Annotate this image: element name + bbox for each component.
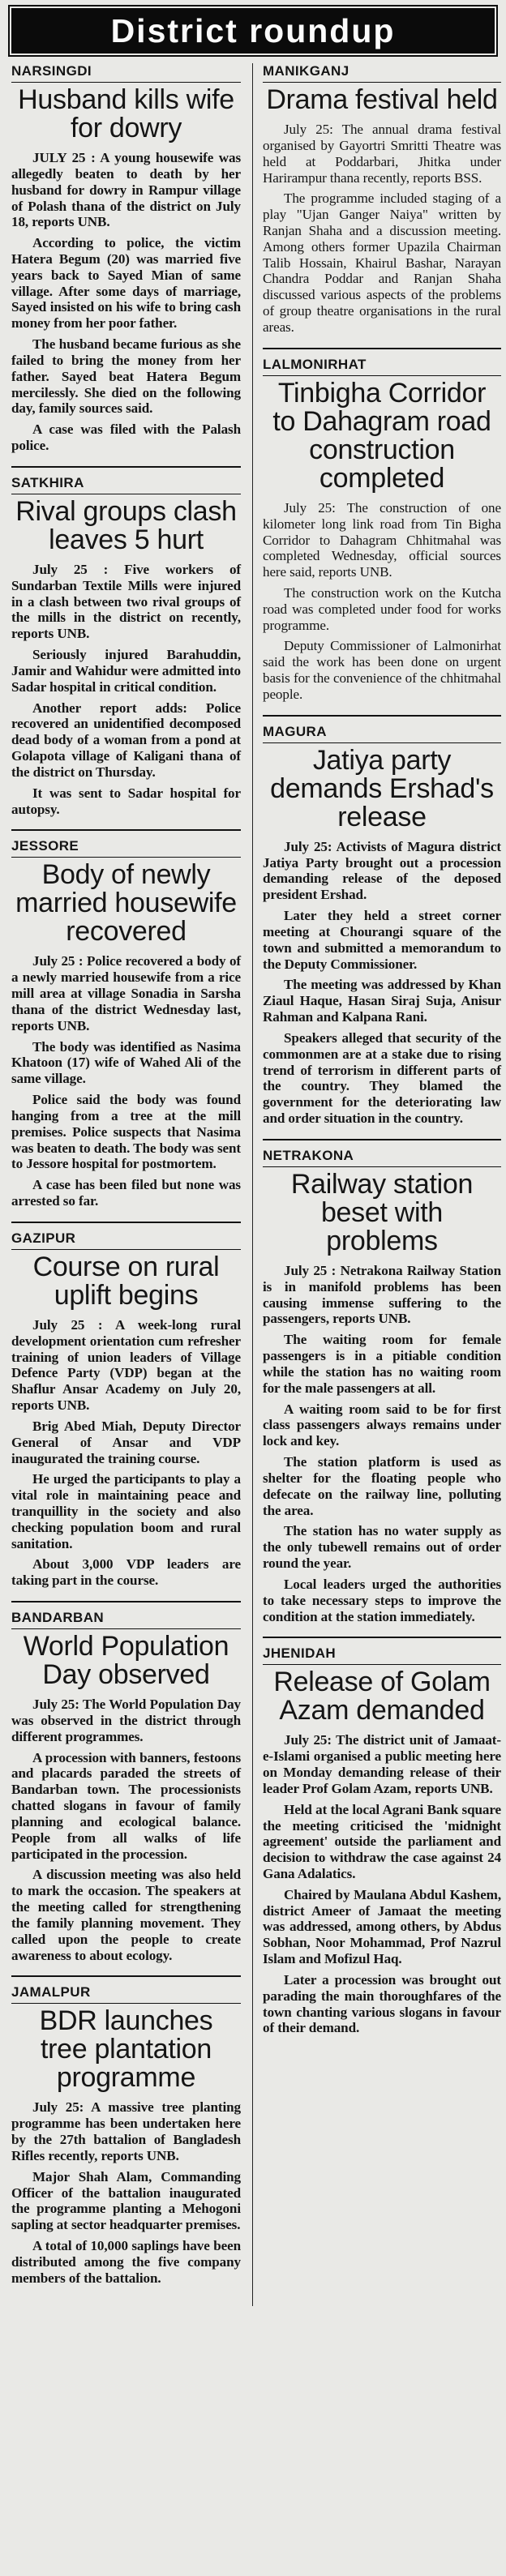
story-paragraph: The programme included staging of a play "Ujan Ganger Naiya" written by Ranjan Shaha and a discussion meeting. Among others former Upazila Chairman Talib Hossain, Khairul Bashar, Narayan Chandra Poddar and Ranjan Shaha discussed various aspects of the problems of group theatre organisations in the rural areas. xyxy=(263,190,501,335)
news-story xyxy=(263,357,501,717)
story-paragraph: Later they held a street corner meeting at Chourangi square of the town and submitted a memorandum to the Deputy Commissioner. xyxy=(263,908,501,972)
story-headline: Rival groups clash leaves 5 hurt xyxy=(15,495,237,555)
left-column xyxy=(11,63,253,2306)
story-paragraph: Major Shah Alam, Commanding Officer of the battalion inaugurated the programme planting a Mehogoni sapling at sector headquarter premises. xyxy=(11,2168,241,2233)
story-paragraph: Held at the local Agrani Bank square the meeting criticised the 'midnight agreement' outside the parliament and decision to withdraw the case against 24 Gana Adalatics. xyxy=(263,1801,501,1881)
dateline-text: MAGURA xyxy=(263,723,327,739)
story-paragraph: July 25: The district unit of Jamaat-e-Islami organised a public meeting here on Monday demanding release of their leader Prof Golam Azam, reports UNB. xyxy=(263,1732,501,1796)
dateline xyxy=(263,63,501,83)
story-headline: Jatiya party demands Ershad's release xyxy=(270,744,494,832)
story-paragraph: JULY 25 : A young housewife was allegedly beaten to death by her husband for dowry in Rampur village of Polash thana of the district on July 18, reports UNB. xyxy=(11,150,241,230)
dateline xyxy=(11,1984,241,2004)
dateline xyxy=(11,475,241,494)
dateline-text: NETRAKONA xyxy=(263,1147,354,1163)
news-story xyxy=(263,63,501,349)
story-paragraph: July 25 : Netrakona Railway Station is in manifold problems has been causing immense suffering to the passengers, reports UNB. xyxy=(263,1262,501,1327)
dateline-rule xyxy=(11,1628,241,1629)
story-paragraph: Local leaders urged the authorities to take necessary steps to improve the condition at the station immediately. xyxy=(263,1576,501,1624)
dateline-rule xyxy=(11,82,241,83)
news-story xyxy=(263,1148,501,1638)
story-body xyxy=(263,839,501,1127)
dateline-text: GAZIPUR xyxy=(11,1230,76,1246)
story-paragraph: July 25 : Police recovered a body of a newly married housewife from a rice mill area at village Sonadia in Sarsha thana of the district Wednesday last, reports UNB. xyxy=(11,953,241,1033)
dateline-text: LALMONIRHAT xyxy=(263,356,367,372)
story-paragraph: Later a procession was brought out parading the main thoroughfares of the town chanting various slogans in favour of their demand. xyxy=(263,1971,501,2036)
story-paragraph: The body was identified as Nasima Khatoon (17) wife of Wahed Ali of the same village. xyxy=(11,1038,241,1087)
dateline-rule xyxy=(263,82,501,83)
dateline xyxy=(11,1610,241,1629)
story-headline: Husband kills wife for dowry xyxy=(18,84,234,144)
story-headline: BDR launches tree plantation programme xyxy=(39,2005,213,2094)
story-headline: Release of Golam Azam demanded xyxy=(273,1667,491,1727)
news-story xyxy=(263,1645,501,2048)
story-paragraph: It was sent to Sadar hospital for autopsy. xyxy=(11,785,241,817)
news-story xyxy=(11,1230,241,1603)
dateline-text: BANDARBAN xyxy=(11,1610,105,1626)
story-paragraph: A case was filed with the Palash police. xyxy=(11,421,241,454)
story-paragraph: July 25 : Five workers of Sundarban Textile Mills were injured in a clash between two rival groups of the mills in the district on recently, reports UNB. xyxy=(11,561,241,642)
dateline-rule xyxy=(11,2003,241,2004)
dateline xyxy=(263,1645,501,1665)
story-paragraph: July 25: A massive tree planting programme has been undertaken here by the 27th battalion of Bangladesh Rifles recently, reports UNB. xyxy=(11,2099,241,2163)
story-paragraph: July 25: The World Population Day was observed in the district through different programmes. xyxy=(11,1697,241,1744)
dateline xyxy=(263,724,501,743)
dateline-text: SATKHIRA xyxy=(11,474,84,490)
dateline-rule xyxy=(263,1664,501,1665)
story-paragraph: A discussion meeting was also held to mark the occasion. The speakers at the meeting called for strengthening the family planning movement. They called upon the people to create awareness to about ecology. xyxy=(11,1867,241,1963)
news-columns xyxy=(11,63,501,2306)
dateline-rule xyxy=(263,742,501,743)
story-paragraph: A procession with banners, festoons and placards paraded the streets of Bandarban town. The processionists chatted slogans in favour of family planning and ecological balance. People from all walks of life participated in the procession. xyxy=(11,1749,241,1862)
story-headline: Drama festival held xyxy=(266,84,498,115)
story-paragraph: July 25 : A week-long rural development orientation cum refresher training of union leaders of Village Defence Party (VDP) began at the Shaflur Ansar Academy on July 20, reports UNB. xyxy=(11,1316,241,1414)
story-body xyxy=(11,2099,241,2286)
story-paragraph: Chaired by Maulana Abdul Kashem, district Ameer of Jamaat the meeting was addressed, among others, by Abdus Sobhan, Noor Mohammad, Prof Nazrul Islam and Mofizul Haq. xyxy=(263,1886,501,1967)
story-body xyxy=(11,1317,241,1589)
dateline-text: JESSORE xyxy=(11,838,79,854)
story-paragraph: A total of 10,000 saplings have been distributed among the five company members of the battalion. xyxy=(11,2238,241,2286)
story-body xyxy=(263,122,501,336)
dateline-text: MANIKGANJ xyxy=(263,63,349,79)
story-paragraph: July 25: The annual drama festival organised by Gayortri Smritti Theatre was held at Poddarbari, Jhitka under Harirampur thana recently, reports BSS. xyxy=(263,122,501,186)
news-story xyxy=(11,1610,241,1977)
dateline-rule xyxy=(11,857,241,858)
dateline xyxy=(11,838,241,858)
dateline xyxy=(11,63,241,83)
dateline xyxy=(263,357,501,376)
story-paragraph: Brig Abed Miah, Deputy Director General of Ansar and VDP inaugurated the training course. xyxy=(11,1418,241,1466)
story-paragraph: The meeting was addressed by Khan Ziaul Haque, Hasan Siraj Suja, Anisur Rahman and Kalpana Rani. xyxy=(263,977,501,1025)
dateline-text: NARSINGDI xyxy=(11,63,92,79)
story-paragraph: The station has no water supply as the only tubewell remains out of order round the year. xyxy=(263,1523,501,1572)
story-headline: Tinbigha Corridor to Dahagram road construction completed xyxy=(272,377,491,494)
news-story xyxy=(11,475,241,831)
news-story xyxy=(11,838,241,1222)
story-headline: World Population Day observed xyxy=(23,1631,229,1691)
story-paragraph: Police said the body was found hanging from a tree at the mill premises. Police suspects that Nasima was beaten to death. The body was sent to Jessore hospital for postmortem. xyxy=(11,1092,241,1172)
story-paragraph: Speakers alleged that security of the commonmen are at a stake due to rising trend of terrorism in different parts of the country. They blamed the government for the deteriorating law and order situation in the country. xyxy=(263,1029,501,1127)
story-paragraph: July 25: The construction of one kilometer long link road from Tin Bigha Corridor to Dahagram Chhitmahal was completed Wednesday, official sources here said, reports UNB. xyxy=(263,499,501,580)
story-paragraph: The waiting room for female passengers is in a pitiable condition while the station has no waiting room for the male passengers at all. xyxy=(263,1332,501,1396)
story-paragraph: A case has been filed but none was arrested so far. xyxy=(11,1177,241,1209)
dateline xyxy=(11,1230,241,1250)
dateline-text: JHENIDAH xyxy=(263,1645,337,1662)
dateline-rule xyxy=(263,1166,501,1167)
story-paragraph: A waiting room said to be for first class passengers always remains under lock and key. xyxy=(263,1401,501,1449)
story-paragraph: About 3,000 VDP leaders are taking part in the course. xyxy=(11,1556,241,1589)
section-masthead: District roundup xyxy=(11,8,495,53)
story-body xyxy=(11,150,241,454)
dateline-rule xyxy=(11,1249,241,1250)
story-body xyxy=(11,953,241,1209)
story-headline: Course on rural uplift begins xyxy=(32,1251,220,1311)
right-column xyxy=(253,63,501,2306)
story-body xyxy=(11,1697,241,1963)
story-paragraph: July 25: Activists of Magura district Jatiya Party brought out a procession demanding release of the deposed president Ershad. xyxy=(263,838,501,903)
story-headline: Body of newly married housewife recovered xyxy=(15,859,237,948)
story-body xyxy=(263,500,501,703)
news-story xyxy=(263,724,501,1140)
dateline-rule xyxy=(263,375,501,376)
news-story xyxy=(11,1984,241,2298)
story-paragraph: According to police, the victim Hatera Begum (20) was married five years back to Sayed Mian of same village. After some days of marriage, Sayed insisted on his wife to bring cash money from her poor father. xyxy=(11,235,241,332)
dateline xyxy=(263,1148,501,1167)
news-story xyxy=(11,63,241,468)
story-headline: Railway station beset with problems xyxy=(290,1168,474,1256)
story-paragraph: The construction work on the Kutcha road was completed under food for works programme. xyxy=(263,584,501,633)
story-body xyxy=(11,562,241,817)
story-paragraph: The station platform is used as shelter for the floating people who defecate on the railway line, polluting the area. xyxy=(263,1454,501,1518)
story-paragraph: He urged the participants to play a vital role in maintaining peace and tranquillity in the society and also checking population boom and rural sanitation. xyxy=(11,1471,241,1551)
story-paragraph: Deputy Commissioner of Lalmonirhat said the work has been done on urgent basis for the convenience of the chhitmahal people. xyxy=(263,638,501,702)
story-body xyxy=(263,1263,501,1624)
dateline-text: JAMALPUR xyxy=(11,1984,91,2000)
story-paragraph: The husband became furious as she failed to bring the money from her father. Sayed beat Hatera Begum mercilessly. She died on the following day, family sources said. xyxy=(11,336,241,417)
story-paragraph: Another report adds: Police recovered an unidentified decomposed dead body of a woman from a pond at Golapota village of Kaligani thana of the district on Thursday. xyxy=(11,700,241,780)
story-paragraph: Seriously injured Barahuddin, Jamir and Wahidur were admitted into Sadar hospital in critical condition. xyxy=(11,647,241,695)
story-body xyxy=(263,1732,501,2036)
